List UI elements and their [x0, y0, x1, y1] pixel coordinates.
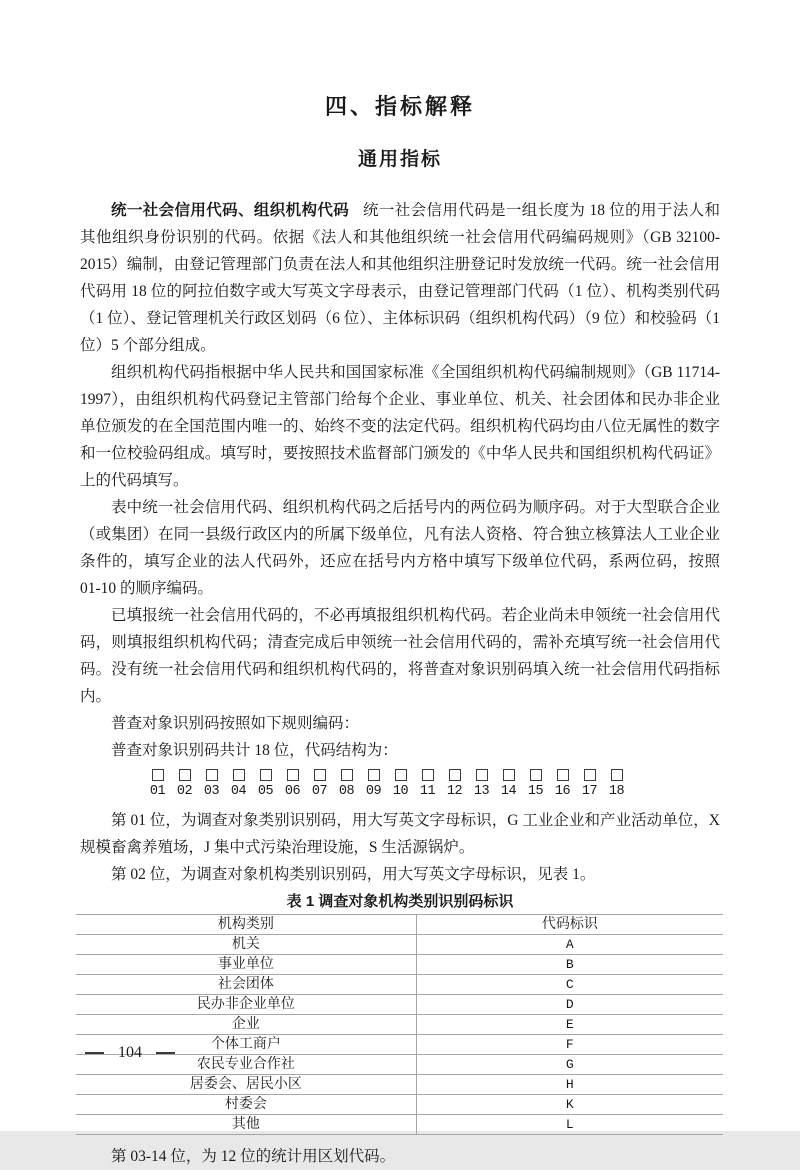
- code-checkbox-icon: [584, 769, 596, 781]
- code-checkbox-icon: [422, 769, 434, 781]
- category-cell: 民办非企业单位: [76, 995, 416, 1015]
- code-value-cell: G: [416, 1055, 723, 1075]
- code-checkbox-icon: [503, 769, 515, 781]
- code-value-cell: D: [416, 995, 723, 1015]
- paragraph-filled-code: 已填报统一社会信用代码的，不必再填报组织机构代码。若企业尚未申领统一社会信用代码，则填报组织机构代码；清查完成后申领统一社会信用代码的，需补充填写统一社会信用代码。没有统一社会信用代码和组织机构代码的，将普查对象识别码填入统一社会信用代码指标内。: [80, 607, 720, 705]
- category-cell: 个体工商户: [76, 1035, 416, 1055]
- table-row: [76, 1115, 723, 1135]
- code-box-label: 15: [527, 784, 544, 799]
- category-cell: 企业: [76, 1015, 416, 1035]
- code-cell: [279, 769, 306, 800]
- code-checkbox-icon: [179, 769, 191, 781]
- code-value-cell: H: [416, 1075, 723, 1095]
- code-cell: [576, 769, 603, 800]
- paragraph-id-code-rule: 普查对象识别码按照如下规则编码：: [111, 715, 360, 732]
- category-cell: 社会团体: [76, 975, 416, 995]
- code-box-label: 12: [446, 784, 463, 799]
- table-row: [76, 1015, 723, 1035]
- code-checkbox-icon: [260, 769, 272, 781]
- table-body: [76, 935, 723, 1135]
- code-checkbox-icon: [341, 769, 353, 781]
- code-box-label: 02: [176, 784, 193, 799]
- code-box-label: 17: [581, 784, 598, 799]
- table-row: [76, 995, 723, 1015]
- code-cell: [171, 769, 198, 800]
- code-checkbox-icon: [611, 769, 623, 781]
- category-cell: 机关: [76, 935, 416, 955]
- code-value-cell: C: [416, 975, 723, 995]
- code-value-cell: K: [416, 1095, 723, 1115]
- code-checkbox-icon: [449, 769, 461, 781]
- code-cell: [522, 769, 549, 800]
- code-checkbox-icon: [476, 769, 488, 781]
- paragraph-digit-01: 第 01 位，为调查对象类别识别码，用大写英文字母标识，G 工业企业和产业活动单位，X 规模畜禽养殖场，J 集中式污染治理设施，S 生活源锅炉。: [80, 812, 720, 856]
- code-checkbox-icon: [395, 769, 407, 781]
- code-box-label: 06: [284, 784, 301, 799]
- page-number: 104: [118, 1044, 142, 1061]
- section-title: 通用指标: [357, 149, 442, 170]
- code-cell: [306, 769, 333, 800]
- code-cell: [495, 769, 522, 800]
- code-checkbox-icon: [206, 769, 218, 781]
- code-value-cell: A: [416, 935, 723, 955]
- table-caption: 表 1 调查对象机构类别识别码标识: [286, 893, 514, 910]
- code-checkbox-icon: [314, 769, 326, 781]
- paragraph-sequence-code: 表中统一社会信用代码、组织机构代码之后括号内的两位码为顺序码。对于大型联合企业（或集团）在同一县级行政区内的所属下级单位，凡有法人资格、符合独立核算法人工业企业条件的，填写企业的法人代码外，还应在括号内方格中填写下级单位代码，系两位码，按照 01-10 的顺序编码。: [80, 499, 720, 597]
- code-cell: [360, 769, 387, 800]
- page-footer: [85, 1045, 175, 1061]
- code-value-cell: L: [416, 1115, 723, 1135]
- code-cell: [441, 769, 468, 800]
- table-header-row: [76, 915, 723, 935]
- paragraph-body-text: 统一社会信用代码是一组长度为 18 位的用于法人和其他组织身份识别的代码。依据《法人和其他组织统一社会信用代码编码规则》（GB 32100-2015）编制，由登记管理部门负责在法人和其他组织注册登记时发放统一代码。统一社会信用代码用 18 位的阿拉伯数字或大写英文字母表示，由登记管理部门代码（1 位）、机构类别代码（1 位）、登记管理机关行政区划码（6 位）、主体标识码（组织机构代码）（9 位）和校验码（1 位）5 个部分组成。: [80, 202, 720, 354]
- paragraph-org-code: 组织机构代码指根据中华人民共和国国家标准《全国组织机构代码编制规则》（GB 11714-1997），由组织机构代码登记主管部门给每个企业、事业单位、机关、社会团体和民办非企业单位颁发的在全国范围内唯一的、始终不变的法定代码。组织机构代码均由八位无属性的数字和一位校验码组成。填写时，要按照技术监督部门颁发的《中华人民共和国组织机构代码证》上的代码填写。: [80, 364, 720, 489]
- category-code-table: [76, 914, 723, 1135]
- category-cell: 农民专业合作社: [76, 1055, 416, 1075]
- code-value-cell: E: [416, 1015, 723, 1035]
- table-row: [76, 935, 723, 955]
- code-value-cell: F: [416, 1035, 723, 1055]
- code-checkbox-icon: [233, 769, 245, 781]
- code-box-label: 08: [338, 784, 355, 799]
- code-box-label: 16: [554, 784, 571, 799]
- code-box-label: 04: [230, 784, 247, 799]
- footer-dash-right: [156, 1052, 175, 1054]
- code-box-row: [144, 769, 720, 800]
- code-cell: [414, 769, 441, 800]
- code-cell: [225, 769, 252, 800]
- code-box-label: 07: [311, 784, 328, 799]
- table-header-category: 机构类别: [76, 915, 416, 935]
- category-cell: 其他: [76, 1115, 416, 1135]
- code-cell: [198, 769, 225, 800]
- code-cell: [549, 769, 576, 800]
- table-row: [76, 1075, 723, 1095]
- code-box-label: 01: [149, 784, 166, 799]
- code-cell: [144, 769, 171, 800]
- paragraph-unified-code: [80, 197, 720, 359]
- code-checkbox-icon: [557, 769, 569, 781]
- code-cell: [468, 769, 495, 800]
- code-checkbox-icon: [152, 769, 164, 781]
- code-checkbox-icon: [368, 769, 380, 781]
- content-area: [0, 197, 800, 1170]
- code-box-label: 14: [500, 784, 517, 799]
- code-box-label: 11: [419, 784, 436, 799]
- category-cell: 居委会、居民小区: [76, 1075, 416, 1095]
- code-box-label: 03: [203, 784, 220, 799]
- code-box-label: 18: [608, 784, 625, 799]
- table-row: [76, 975, 723, 995]
- code-cell: [252, 769, 279, 800]
- code-checkbox-icon: [287, 769, 299, 781]
- table-header-code: 代码标识: [416, 915, 723, 935]
- code-cell: [333, 769, 360, 800]
- paragraph-lead-term: 统一社会信用代码、组织机构代码: [111, 202, 350, 219]
- page-title: 四、指标解释: [324, 94, 475, 119]
- table-row: [76, 1095, 723, 1115]
- code-box-label: 13: [473, 784, 490, 799]
- code-box-label: 05: [257, 784, 274, 799]
- code-checkbox-icon: [530, 769, 542, 781]
- paragraph-digit-02: 第 02 位，为调查对象机构类别识别码，用大写英文字母标识，见表 1。: [111, 866, 596, 883]
- code-box-label: 10: [392, 784, 409, 799]
- table-row: [76, 955, 723, 975]
- code-cell: [387, 769, 414, 800]
- code-value-cell: B: [416, 955, 723, 975]
- paragraph-id-code-structure: 普查对象识别码共计 18 位，代码结构为：: [111, 742, 398, 759]
- code-box-label: 09: [365, 784, 382, 799]
- category-cell: 村委会: [76, 1095, 416, 1115]
- footer-dash-left: [85, 1052, 104, 1054]
- code-cell: [603, 769, 630, 800]
- paragraph-digits-03-14: 第 03-14 位，为 12 位的统计用区划代码。: [111, 1148, 396, 1165]
- category-cell: 事业单位: [76, 955, 416, 975]
